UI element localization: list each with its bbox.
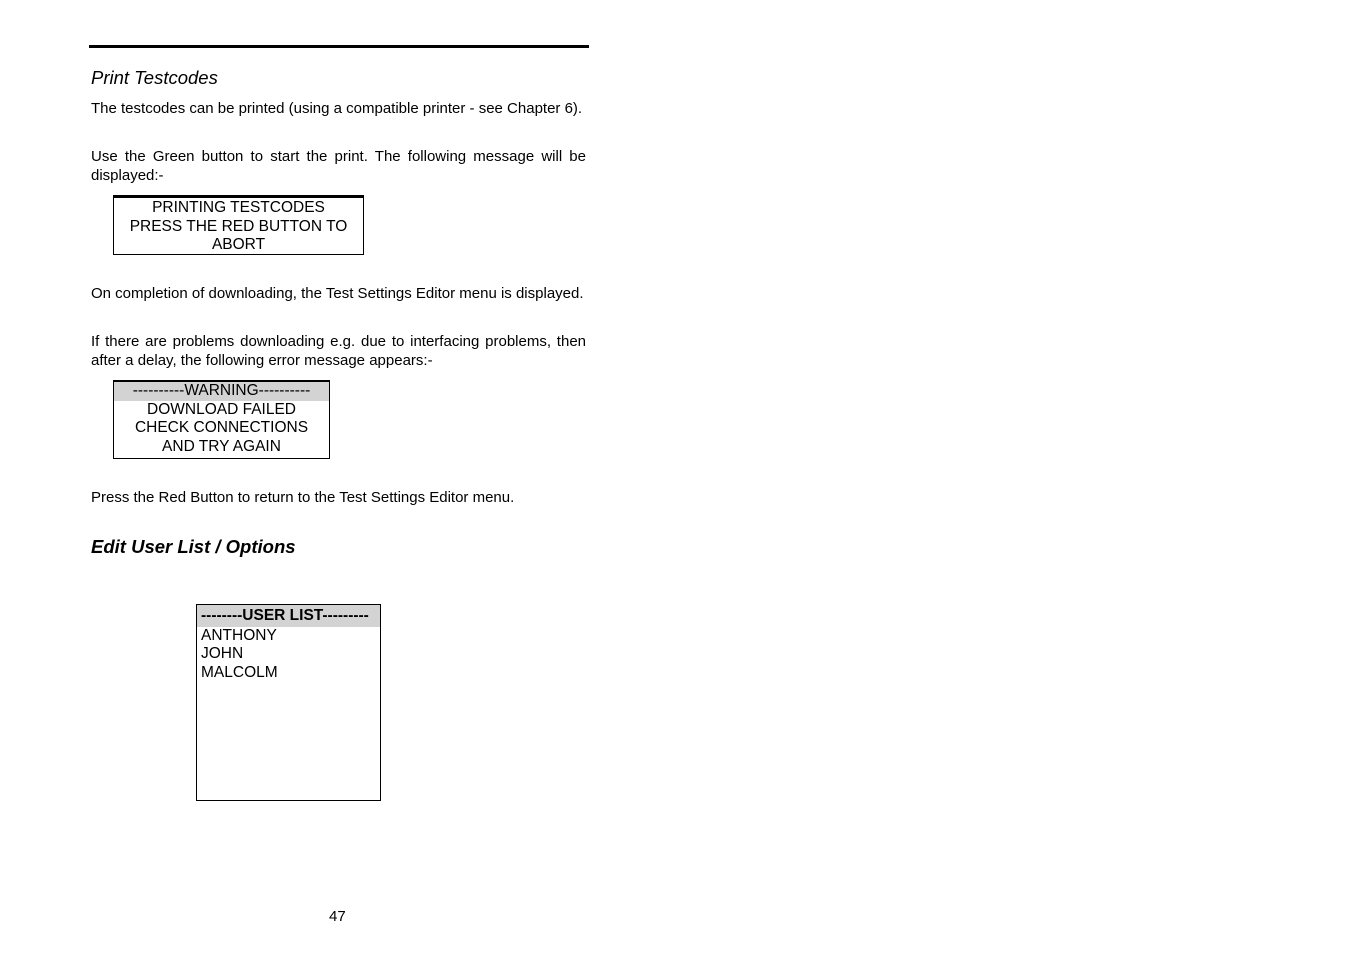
warning-line-1: DOWNLOAD FAILED <box>147 400 296 418</box>
section-title-edit-user-list: Edit User List / Options <box>91 536 296 557</box>
paragraph-completion: On completion of downloading, the Test Settings Editor menu is displayed. <box>91 285 584 302</box>
user-list-item: JOHN <box>201 645 244 662</box>
user-list-item: MALCOLM <box>201 663 278 681</box>
warning-line-2: CHECK CONNECTIONS <box>134 419 309 436</box>
user-list-header: --------USER LIST--------- <box>197 605 380 627</box>
paragraph-red-button: Press the Red Button to return to the Test Settings Editor menu. <box>91 489 515 506</box>
warning-display-box <box>113 380 330 459</box>
display-line-1: PRINTING TESTCODES <box>152 199 325 216</box>
display-line-3: ABORT <box>211 236 266 253</box>
page-number: 47 <box>329 908 346 925</box>
header-rule <box>89 45 589 48</box>
warning-line-3: AND TRY AGAIN <box>162 437 281 455</box>
warning-header: ----------WARNING---------- <box>114 382 329 401</box>
section-title-print-testcodes: Print Testcodes <box>91 67 218 88</box>
paragraph-print-intro: The testcodes can be printed (using a compatible printer - see Chapter 6). <box>91 100 583 117</box>
user-list-item: ANTHONY <box>201 626 277 644</box>
printing-display-box <box>113 195 364 255</box>
paragraph-green-button: Use the Green button to start the print. The following message will be displayed:- <box>91 148 586 184</box>
paragraph-problems: If there are problems downloading e.g. due to interfacing problems, then after a delay, the following error message appears:- <box>91 333 586 369</box>
user-list-display-box <box>196 604 381 801</box>
display-line-2: PRESS THE RED BUTTON TO <box>129 217 348 235</box>
